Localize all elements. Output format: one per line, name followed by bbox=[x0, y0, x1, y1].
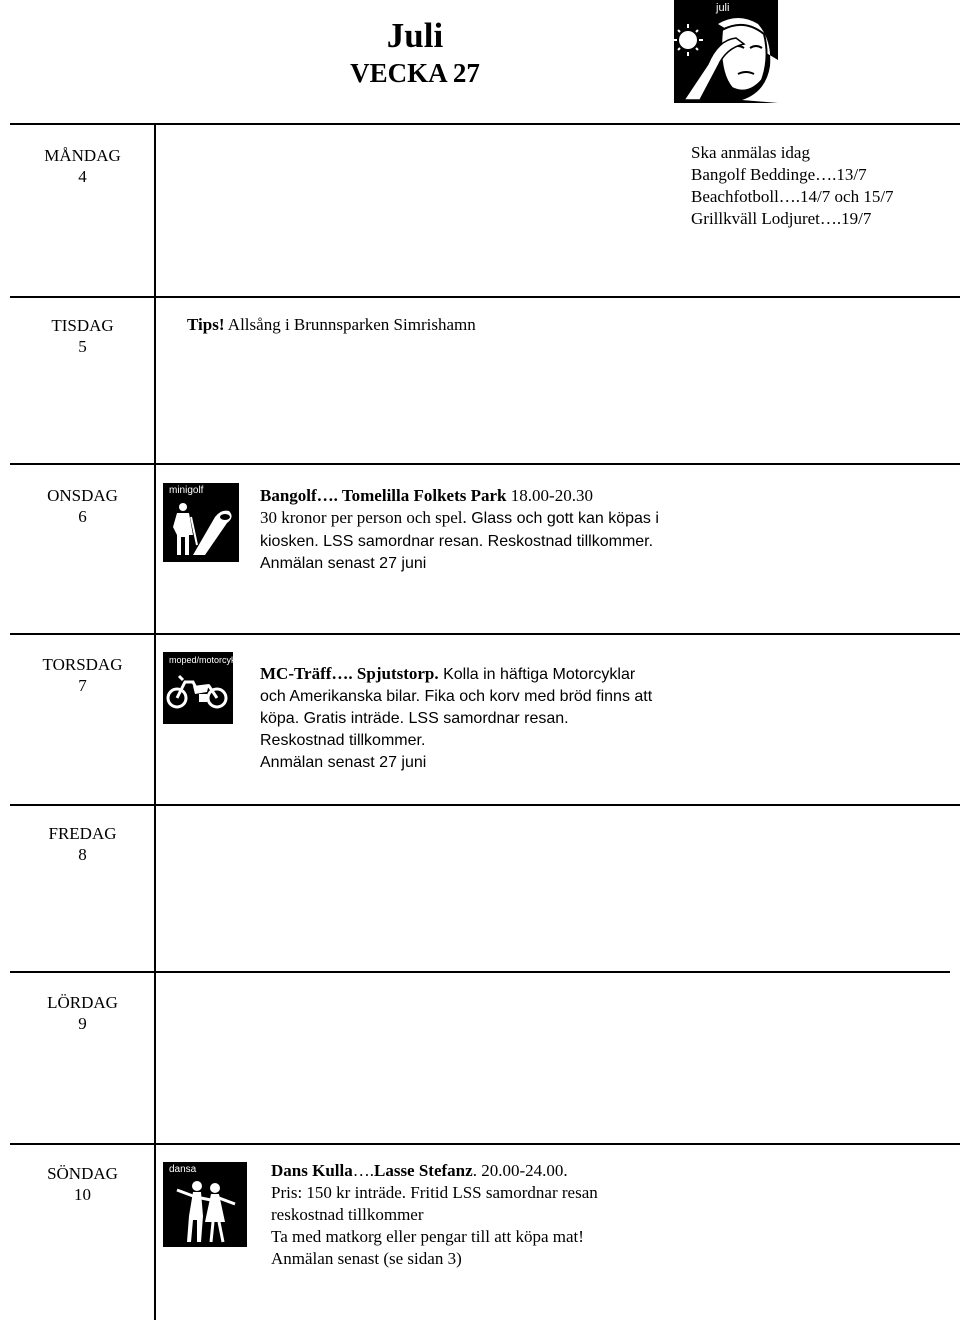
event-detail: kiosken. bbox=[260, 533, 319, 550]
dance-pictogram bbox=[163, 1162, 247, 1247]
day-number: 7 bbox=[78, 676, 87, 695]
row-divider bbox=[10, 633, 960, 635]
page-title: Juli bbox=[386, 16, 444, 55]
day-number: 4 bbox=[78, 167, 87, 186]
day-label-tuesday bbox=[20, 315, 145, 357]
event-title: Bangolf…. Tomelilla Folkets Park bbox=[260, 486, 507, 505]
event-title: MC-Träff…. Spjutstorp. bbox=[260, 664, 439, 683]
note-line: Ska anmälas idag bbox=[691, 143, 810, 162]
event-detail: Glass och gott kan köpas i bbox=[466, 510, 659, 527]
motorcycle-icon bbox=[163, 652, 233, 724]
event-separator: …. bbox=[352, 1161, 374, 1180]
event-price: 30 kronor per person och spel. bbox=[260, 508, 467, 527]
event-deadline: Anmälan senast (se sidan 3) bbox=[271, 1249, 462, 1268]
juli-pictogram-label: juli bbox=[716, 2, 730, 14]
row-divider bbox=[10, 296, 960, 298]
day-number: 6 bbox=[78, 507, 87, 526]
day-label-saturday bbox=[20, 992, 145, 1034]
row-divider bbox=[10, 123, 960, 125]
event-line: köpa. Gratis inträde. LSS samordnar resan. bbox=[260, 710, 569, 727]
row-divider bbox=[10, 804, 960, 806]
day-name: ONSDAG bbox=[47, 486, 118, 505]
moped-motorcycle-pictogram bbox=[163, 652, 243, 724]
wednesday-event bbox=[260, 485, 659, 575]
dance-couple-icon bbox=[163, 1162, 247, 1247]
day-number: 10 bbox=[74, 1185, 91, 1204]
tuesday-tip bbox=[187, 314, 476, 336]
event-band: Lasse Stefanz bbox=[373, 1161, 473, 1180]
day-name: TISDAG bbox=[51, 316, 114, 335]
row-divider bbox=[10, 971, 950, 973]
day-name: SÖNDAG bbox=[47, 1164, 118, 1183]
event-line: Ta med matkorg eller pengar till att köpa mat! bbox=[271, 1227, 584, 1246]
day-label-sunday bbox=[20, 1163, 145, 1205]
day-label-thursday bbox=[20, 654, 145, 696]
tip-label: Tips! bbox=[187, 315, 225, 334]
note-line: Beachfotboll….14/7 och 15/7 bbox=[691, 187, 894, 206]
event-detail: Kolla in häftiga Motorcyklar bbox=[438, 666, 636, 683]
thursday-event bbox=[260, 663, 652, 774]
column-divider bbox=[154, 123, 156, 1320]
pictogram-label: moped/motorcykel bbox=[169, 655, 243, 665]
event-heading bbox=[271, 1160, 598, 1182]
pictogram-label: dansa bbox=[169, 1164, 197, 1175]
day-name: LÖRDAG bbox=[47, 993, 118, 1012]
event-time: . 20.00-24.00. bbox=[472, 1161, 568, 1180]
juli-pictogram bbox=[674, 0, 778, 103]
event-line bbox=[260, 530, 659, 553]
event-heading bbox=[260, 485, 659, 507]
event-detail: LSS samordnar resan. Reskostnad tillkommer. bbox=[318, 533, 654, 550]
day-label-friday bbox=[20, 823, 145, 865]
event-deadline: Anmälan senast 27 juni bbox=[260, 555, 427, 572]
minigolf-pictogram bbox=[163, 483, 239, 562]
week-title: VECKA 27 bbox=[350, 58, 480, 88]
note-line: Grillkväll Lodjuret….19/7 bbox=[691, 209, 872, 228]
day-number: 8 bbox=[78, 845, 87, 864]
row-divider bbox=[10, 463, 960, 465]
event-heading bbox=[260, 663, 652, 686]
event-line bbox=[260, 507, 659, 530]
event-line: och Amerikanska bilar. Fika och korv med bröd finns att bbox=[260, 688, 653, 705]
day-label-monday bbox=[20, 145, 145, 187]
day-label-wednesday bbox=[20, 485, 145, 527]
event-line: Reskostnad tillkommer. bbox=[260, 732, 426, 749]
day-name: MÅNDAG bbox=[44, 146, 121, 165]
minigolf-icon bbox=[163, 483, 239, 562]
note-line: Bangolf Beddinge….13/7 bbox=[691, 165, 867, 184]
tip-text: Allsång i Brunnsparken Simrishamn bbox=[224, 315, 476, 334]
day-name: TORSDAG bbox=[42, 655, 123, 674]
event-line: Pris: 150 kr inträde. Fritid LSS samordnar resan bbox=[271, 1183, 598, 1202]
event-deadline: Anmälan senast 27 juni bbox=[260, 754, 427, 771]
day-name: FREDAG bbox=[48, 824, 117, 843]
day-number: 5 bbox=[78, 337, 87, 356]
day-number: 9 bbox=[78, 1014, 87, 1033]
monday-notes bbox=[691, 142, 894, 230]
sun-face-icon bbox=[674, 0, 778, 103]
event-time: 18.00-20.30 bbox=[506, 486, 593, 505]
event-title: Dans Kulla bbox=[271, 1161, 353, 1180]
event-line: reskostnad tillkommer bbox=[271, 1205, 424, 1224]
sunday-event bbox=[271, 1160, 598, 1270]
row-divider bbox=[10, 1143, 960, 1145]
pictogram-label: minigolf bbox=[169, 485, 204, 496]
